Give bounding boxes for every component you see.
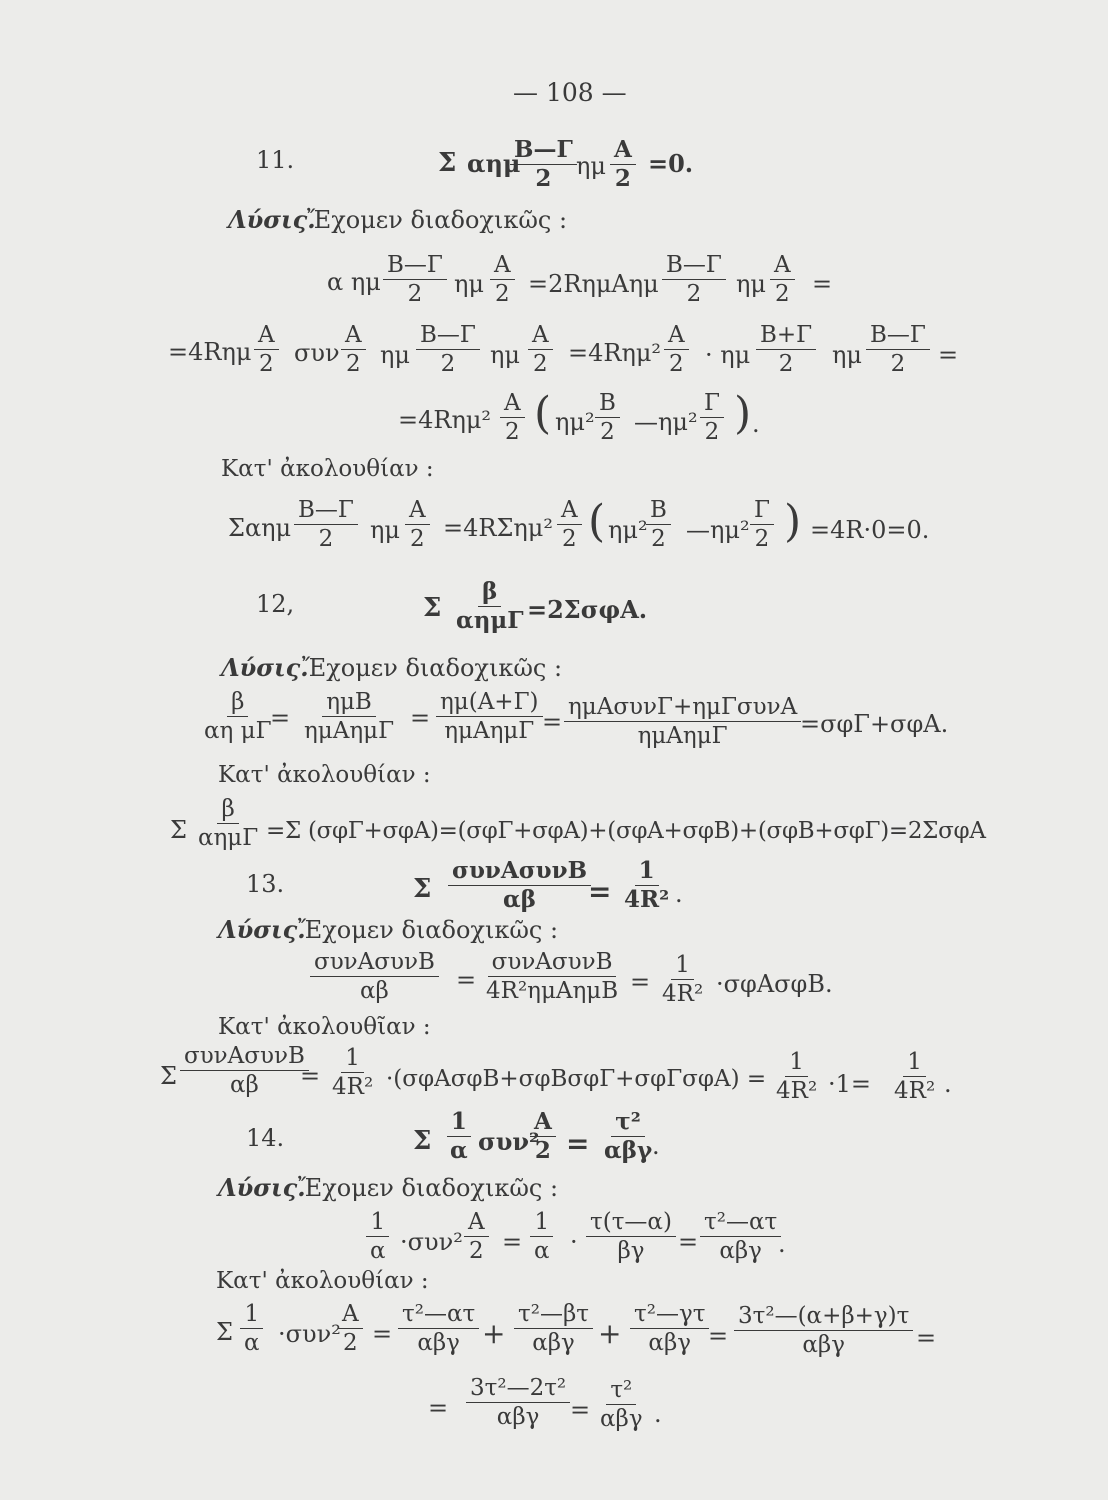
close-paren: )	[784, 496, 802, 547]
page-number: — 108 —	[513, 78, 627, 107]
fraction: 1 4R²	[332, 1045, 374, 1101]
fraction: τ²—ατ αβγ	[398, 1302, 479, 1355]
fraction: Α 2	[341, 323, 366, 376]
fraction: συνΑσυνΒ αβ	[448, 859, 591, 912]
expr-text: +	[598, 1317, 622, 1350]
solution-intro: Ἔχομεν διαδοχικῶς :	[302, 654, 563, 682]
fraction: τ²—βτ αβγ	[514, 1302, 593, 1355]
expr-text: ημ	[454, 270, 484, 298]
fraction: Β 2	[595, 391, 620, 444]
fraction: 1 4R²	[624, 857, 670, 914]
fraction: 1 4R²	[894, 1049, 936, 1105]
expr-text: ·	[570, 1228, 578, 1256]
expr-text: ημ	[736, 270, 766, 298]
fraction-beta-over-aemg: β αημΓ	[456, 578, 524, 635]
equals: =	[542, 708, 563, 736]
eta-mu: ημ	[576, 152, 606, 180]
equals: =	[300, 1062, 321, 1090]
equals-zero: =0.	[648, 149, 694, 178]
fraction: 1 α	[530, 1210, 554, 1263]
solution-label: Λύσις.	[218, 1173, 306, 1202]
equals: =	[410, 704, 431, 732]
expr-text: συν	[294, 339, 340, 367]
expr-text: ·συν²	[400, 1228, 463, 1256]
sigma: Σ	[413, 1126, 432, 1156]
fraction: Γ 2	[750, 498, 774, 551]
equals: =	[630, 968, 651, 996]
equals: =	[270, 704, 291, 732]
expr-text: ημ	[370, 516, 400, 544]
expr-text: ·1=	[828, 1070, 872, 1098]
solution-label: Λύσις.	[218, 915, 306, 944]
fraction: τ² αβγ	[600, 1377, 643, 1433]
equals: =	[372, 1320, 393, 1348]
fraction: 3τ²—(α+β+γ)τ αβγ	[734, 1304, 913, 1357]
fraction: Β—Γ 2	[416, 323, 480, 376]
expr-text: ημ	[832, 341, 862, 369]
expr-text: ημ²	[555, 408, 595, 436]
fraction: Α 2	[530, 1110, 556, 1163]
fraction: συνΑσυνΒ 4R²ημΑημΒ	[486, 949, 619, 1005]
fraction: 1 α	[240, 1302, 264, 1355]
expr-text: =Σ (σφΓ+σφΑ)=(σφΓ+σφΑ)+(σφΑ+σφΒ)+(σφΒ+σφΓ)=2ΣσφΑ	[266, 818, 986, 844]
sigma: Σ	[413, 874, 432, 904]
expr-text: —ημ²	[634, 408, 698, 436]
expr-text: ημ	[490, 341, 520, 369]
problem-14-number: 14.	[246, 1124, 285, 1152]
equals: =	[570, 1396, 591, 1424]
fraction: Α 2	[464, 1210, 489, 1263]
sigma: Σ	[170, 816, 187, 844]
expr-text: ·συν²	[278, 1320, 341, 1348]
fraction: συνΑσυνΒ αβ	[180, 1044, 309, 1097]
fraction: 1 4R²	[776, 1049, 818, 1105]
expr-text: .	[778, 1230, 786, 1258]
fraction-b-minus-g-over-2: Β—Γ 2	[510, 138, 577, 191]
fraction: ημΑσυνΓ+ημΓσυνΑ ημΑημΓ	[564, 695, 801, 748]
expr-text: =4Rημ²	[398, 406, 492, 434]
problem-11-number: 11.	[256, 146, 295, 174]
fraction: τ²—γτ αβγ	[630, 1302, 709, 1355]
hence-label: Κατ' ἀκολουθίαν :	[216, 1268, 429, 1294]
fraction: Γ 2	[700, 391, 724, 444]
fraction: β αημΓ	[198, 796, 259, 852]
fraction: Α 2	[405, 498, 430, 551]
fraction: Α 2	[664, 323, 689, 376]
fraction: Α 2	[254, 323, 279, 376]
expr-text: =4R·0=0.	[810, 516, 930, 544]
hence-label: Κατ' ἀκολουθίαν :	[221, 456, 434, 482]
expr-text: =4Rημ	[168, 338, 252, 366]
fraction: Α 2	[770, 253, 795, 306]
equals: =	[456, 966, 477, 994]
open-paren: (	[534, 388, 552, 439]
solution-intro: Ἔχομεν διαδοχικῶς :	[298, 916, 559, 944]
expr-text: .	[675, 880, 683, 908]
fraction: Α 2	[557, 498, 582, 551]
hence-label: Κατ' ἀκολουθῖαν :	[218, 1014, 431, 1040]
fraction: Α 2	[528, 323, 553, 376]
expr-text: ·σφΑσφΒ.	[716, 970, 833, 998]
open-paren: (	[588, 496, 606, 547]
equals: =	[916, 1324, 937, 1352]
expr-text: α ημ	[327, 268, 381, 296]
fraction: 1 α	[366, 1210, 390, 1263]
expr-text: · ημ	[705, 341, 751, 369]
equals: =	[502, 1228, 523, 1256]
expr-text: =4RΣημ²	[443, 514, 554, 542]
expr-text: =2RημΑημ	[528, 270, 659, 298]
alpha-eta-mu: αημ	[467, 149, 521, 178]
solution-intro: Ἔχομεν διαδοχικῶς :	[307, 206, 568, 234]
fraction: τ²—ατ αβγ	[700, 1210, 781, 1263]
fraction: 1 4R²	[662, 952, 704, 1008]
equals: =	[588, 875, 612, 908]
expr-text: .	[944, 1070, 952, 1098]
expr-text: =4Rημ²	[568, 339, 662, 367]
sigma: Σ	[160, 1062, 177, 1090]
expr-text: .	[652, 1132, 660, 1160]
equals: =	[708, 1322, 729, 1350]
rhs: =2ΣσφΑ.	[527, 595, 648, 624]
expr-text: ημ²	[608, 516, 648, 544]
fraction: ημΒ ημΑημΓ	[304, 689, 395, 745]
fraction-a-over-2: Α 2	[610, 138, 636, 191]
fraction: ημ(Α+Γ) ημΑημΓ	[436, 690, 543, 743]
fraction: Β—Γ 2	[662, 253, 726, 306]
fraction: συνΑσυνΒ αβ	[310, 950, 439, 1003]
fraction: τ² αβγ	[604, 1108, 653, 1165]
equals: =	[678, 1228, 699, 1256]
hence-label: Κατ' ἀκολουθίαν :	[218, 762, 431, 788]
fraction: 1 α	[446, 1110, 472, 1163]
fraction: τ(τ—α) βγ	[586, 1210, 676, 1263]
fraction: β αη μΓ	[204, 689, 272, 745]
expr-text: Σαημ	[228, 514, 292, 542]
fraction: Α 2	[338, 1302, 363, 1355]
expr-text: ·(σφΑσφΒ+σφΒσφΓ+σφΓσφΑ) =	[386, 1066, 767, 1092]
fraction: Β 2	[646, 498, 671, 551]
expr-text: +	[482, 1317, 506, 1350]
fraction: Β+Γ 2	[756, 323, 816, 376]
solution-label: Λύσις.	[221, 653, 309, 682]
fraction: Β—Γ 2	[294, 498, 358, 551]
solution-intro: Ἔχομεν διαδοχικῶς :	[298, 1174, 559, 1202]
expr-text: ημ	[380, 341, 410, 369]
expr-text: .	[654, 1400, 662, 1428]
expr-text: —ημ²	[686, 516, 750, 544]
sigma: Σ	[216, 1318, 233, 1346]
problem-13-number: 13.	[246, 870, 285, 898]
fraction: Β—Γ 2	[866, 323, 930, 376]
fraction: Α 2	[490, 253, 515, 306]
sigma: Σ	[423, 593, 442, 623]
solution-label: Λύσις.	[228, 205, 316, 234]
fraction: Β—Γ 2	[383, 253, 447, 306]
sigma: Σ	[438, 148, 457, 178]
expr-text: .	[752, 410, 760, 438]
fraction: Α 2	[500, 391, 525, 444]
equals: =	[566, 1127, 590, 1160]
expr-text: συν²	[478, 1127, 540, 1156]
expr-text: =σφΓ+σφΑ.	[800, 710, 949, 738]
expr-text: =	[812, 270, 833, 298]
equals: =	[428, 1394, 449, 1422]
expr-text: =	[938, 341, 959, 369]
problem-12-number: 12,	[256, 590, 295, 618]
fraction: 3τ²—2τ² αβγ	[466, 1376, 570, 1429]
close-paren: )	[734, 388, 752, 439]
